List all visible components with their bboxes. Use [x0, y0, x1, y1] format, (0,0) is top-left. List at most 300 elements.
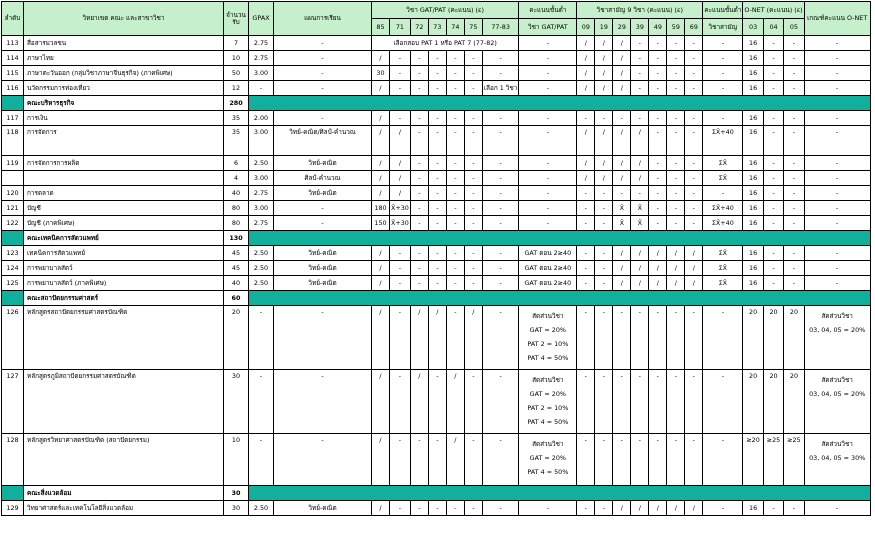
onet-col-04: 04	[763, 19, 783, 36]
onet-04-value: -	[763, 36, 783, 51]
onet-05-value: -	[784, 36, 804, 51]
common-39-value: /	[631, 261, 649, 276]
program-name: หลักสูตรสถาปัตยกรรมศาสตรบัณฑิต	[24, 306, 224, 370]
gat-74-value: -	[446, 216, 464, 231]
common-59-value: -	[667, 216, 685, 231]
table-row	[2, 36, 871, 51]
header-gpax: GPAX	[249, 2, 274, 36]
table-row	[2, 370, 871, 434]
common-59-value: /	[667, 246, 685, 261]
gpax: 3.00	[249, 126, 274, 156]
common-min-score: -	[703, 501, 743, 516]
gat-71-value: X̄+30	[390, 201, 411, 216]
common-49-value: /	[649, 246, 667, 261]
common-49-value: -	[649, 216, 667, 231]
row-no: 128	[2, 434, 24, 486]
gat-85-value: /	[372, 156, 390, 171]
section-fill	[249, 291, 871, 306]
seats: 50	[224, 66, 249, 81]
onet-04-value: -	[763, 81, 783, 96]
gat-75-value: -	[464, 246, 482, 261]
onet-03-value: 16	[743, 156, 763, 171]
common-19-value: /	[595, 81, 613, 96]
gat-85-value: /	[372, 246, 390, 261]
common-49-value: -	[649, 171, 667, 186]
gat-71-value: -	[390, 81, 411, 96]
common-19-value: /	[595, 51, 613, 66]
onet-03-value: 16	[743, 81, 763, 96]
study-plan: วิทย์-คณิต	[274, 156, 372, 171]
onet-04-value: 20	[763, 370, 783, 434]
common-19-value: /	[595, 156, 613, 171]
admission-criteria-table	[1, 1, 871, 516]
gat-74-value: /	[446, 434, 464, 486]
common-09-value: -	[577, 186, 595, 201]
onet-04-value: -	[763, 111, 783, 126]
common-29-value: /	[613, 171, 631, 186]
seats: 20	[224, 306, 249, 370]
gat-75-value: -	[464, 171, 482, 186]
onet-criteria: -	[804, 51, 870, 66]
common-19-value: -	[595, 216, 613, 231]
section-row	[2, 96, 871, 111]
onet-03-value: 20	[743, 306, 763, 370]
seats: 35	[224, 126, 249, 156]
common-19-value: -	[595, 111, 613, 126]
onet-04-value: -	[763, 276, 783, 291]
gat-col-71: 71	[390, 19, 411, 36]
gat-71-value: /	[390, 156, 411, 171]
common-39-value: /	[631, 171, 649, 186]
gatpat-min-score: GAT ตอน 2≥40	[519, 276, 577, 291]
onet-criteria: สัดส่วนวิชา 03, 04, 05 = 20%	[804, 306, 870, 370]
onet-criteria: -	[804, 246, 870, 261]
study-plan: วิทย์-คณิต	[274, 276, 372, 291]
gat-77-83-value: -	[482, 216, 518, 231]
onet-03-value: 16	[743, 126, 763, 156]
common-49-value: -	[649, 201, 667, 216]
seats: 30	[224, 370, 249, 434]
gat-74-value: -	[446, 156, 464, 171]
common-min-score: -	[703, 111, 743, 126]
common-69-value: -	[685, 201, 703, 216]
gat-85-value: 30	[372, 66, 390, 81]
onet-04-value: -	[763, 216, 783, 231]
gat-71-value: /	[390, 171, 411, 186]
gat-74-value: -	[446, 306, 464, 370]
gat-85-value: /	[372, 81, 390, 96]
common-69-value: -	[685, 81, 703, 96]
common-29-value: -	[613, 370, 631, 434]
header-onet: O-NET (คะแนน) (ε)	[743, 2, 804, 19]
common-09-value: -	[577, 370, 595, 434]
common-39-value: /	[631, 246, 649, 261]
common-69-value: /	[685, 261, 703, 276]
study-plan: -	[274, 370, 372, 434]
onet-03-value: 16	[743, 171, 763, 186]
onet-col-03: 03	[743, 19, 763, 36]
gat-75-value: -	[464, 434, 482, 486]
gat-73-value: -	[428, 216, 446, 231]
common-19-value: -	[595, 434, 613, 486]
program-name: ภาษาตะวันออก (กลุ่มวิชาภาษาจีนธุรกิจ) (ภาคพิเศษ)	[24, 66, 224, 81]
onet-05-value: -	[784, 51, 804, 66]
gat-75-value: /	[464, 306, 482, 370]
gatpat-min-score: -	[519, 201, 577, 216]
common-59-value: -	[667, 156, 685, 171]
gat-71-value: /	[390, 126, 411, 156]
row-no: 119	[2, 156, 24, 171]
common-min-score: ΣX̄	[703, 156, 743, 171]
row-no: 115	[2, 66, 24, 81]
gat-75-value: -	[464, 370, 482, 434]
table-row	[2, 216, 871, 231]
common-min-score: ΣX̄+40	[703, 201, 743, 216]
gat-77-83-value: -	[482, 111, 518, 126]
table-row	[2, 501, 871, 516]
gatpat-min-score: -	[519, 156, 577, 171]
common-49-value: -	[649, 66, 667, 81]
common-69-value: -	[685, 126, 703, 156]
program-name: หลักสูตรภูมิสถาปัตยกรรมศาสตรบัณฑิต	[24, 370, 224, 434]
gat-74-value: -	[446, 111, 464, 126]
row-no: 125	[2, 276, 24, 291]
study-plan: -	[274, 306, 372, 370]
gatpat-min-score: -	[519, 81, 577, 96]
gat-col-77-83: 77-83	[482, 19, 518, 36]
common-39-value: X̄	[631, 201, 649, 216]
onet-criteria: -	[804, 126, 870, 156]
section-seats: 30	[224, 486, 249, 501]
onet-05-value: -	[784, 171, 804, 186]
onet-criteria: -	[804, 81, 870, 96]
gatpat-min-score: -	[519, 126, 577, 156]
study-plan: วิทย์-คณิต	[274, 261, 372, 276]
gat-72-value: -	[410, 81, 428, 96]
gat-72-value: -	[410, 171, 428, 186]
gat-73-value: -	[428, 51, 446, 66]
common-09-value: -	[577, 201, 595, 216]
gat-74-value: -	[446, 246, 464, 261]
onet-05-value: -	[784, 156, 804, 171]
program-name	[24, 171, 224, 186]
onet-03-value: ≥20	[743, 434, 763, 486]
common-69-value: /	[685, 501, 703, 516]
common-29-value: /	[613, 501, 631, 516]
gat-85-value: /	[372, 306, 390, 370]
table-row	[2, 171, 871, 186]
gat-77-83-value: -	[482, 201, 518, 216]
common-min-score: ΣX̄	[703, 246, 743, 261]
gat-85-value: /	[372, 186, 390, 201]
table-row	[2, 81, 871, 96]
common-39-value: -	[631, 434, 649, 486]
common-min-score: ΣX̄	[703, 276, 743, 291]
gpax: 2.50	[249, 501, 274, 516]
gpax: 2.50	[249, 276, 274, 291]
onet-05-value: 20	[784, 306, 804, 370]
onet-05-value: -	[784, 186, 804, 201]
gat-col-74: 74	[446, 19, 464, 36]
section-row	[2, 486, 871, 501]
gat-74-value: -	[446, 201, 464, 216]
common-59-value: -	[667, 171, 685, 186]
gat-72-value: -	[410, 51, 428, 66]
onet-04-value: -	[763, 126, 783, 156]
gatpat-min-score: สัดส่วนวิชา GAT = 20% PAT 2 = 10% PAT 4 = 50%	[519, 306, 577, 370]
common-39-value: -	[631, 66, 649, 81]
gat-74-value: -	[446, 501, 464, 516]
onet-04-value: 20	[763, 306, 783, 370]
onet-criteria: -	[804, 276, 870, 291]
gat-74-value: -	[446, 66, 464, 81]
program-name: วิทยาศาสตร์และเทคโนโลยีสิ่งแวดล้อม	[24, 501, 224, 516]
common-29-value: /	[613, 276, 631, 291]
onet-03-value: 16	[743, 201, 763, 216]
common-39-value: -	[631, 111, 649, 126]
common-39-value: /	[631, 501, 649, 516]
common-min-score: -	[703, 81, 743, 96]
onet-03-value: 16	[743, 36, 763, 51]
common-69-value: -	[685, 111, 703, 126]
gat-71-value: X̄+30	[390, 216, 411, 231]
gat-73-value: -	[428, 186, 446, 201]
common-49-value: /	[649, 261, 667, 276]
section-seats: 130	[224, 231, 249, 246]
row-no: 118	[2, 126, 24, 156]
gatpat-min-score: สัดส่วนวิชา GAT = 20% PAT 4 = 50%	[519, 434, 577, 486]
common-09-value: /	[577, 51, 595, 66]
section-no	[2, 96, 24, 111]
gat-74-value: /	[446, 370, 464, 434]
onet-05-value: -	[784, 111, 804, 126]
common-29-value: /	[613, 81, 631, 96]
common-09-value: -	[577, 246, 595, 261]
table-row	[2, 306, 871, 370]
common-col-69: 69	[685, 19, 703, 36]
section-row	[2, 291, 871, 306]
common-49-value: -	[649, 81, 667, 96]
common-59-value: -	[667, 306, 685, 370]
common-59-value: -	[667, 111, 685, 126]
common-59-value: -	[667, 51, 685, 66]
row-no: 117	[2, 111, 24, 126]
common-59-value: -	[667, 36, 685, 51]
gat-74-value: -	[446, 276, 464, 291]
gat-75-value: -	[464, 201, 482, 216]
onet-05-value: ≥25	[784, 434, 804, 486]
onet-04-value: -	[763, 246, 783, 261]
common-19-value: /	[595, 126, 613, 156]
onet-col-05: 05	[784, 19, 804, 36]
common-69-value: -	[685, 306, 703, 370]
study-plan: วิทย์-คณิต	[274, 501, 372, 516]
gatpat-min-score: -	[519, 51, 577, 66]
gat-75-value: -	[464, 186, 482, 201]
row-no	[2, 171, 24, 186]
table-row	[2, 261, 871, 276]
gpax: 2.75	[249, 36, 274, 51]
onet-05-value: 20	[784, 370, 804, 434]
gat-71-value: -	[390, 261, 411, 276]
gat-85-value: 180	[372, 201, 390, 216]
common-39-value: /	[631, 126, 649, 156]
common-49-value: /	[649, 501, 667, 516]
header-plan: แผนการเรียน	[274, 2, 372, 36]
table-row	[2, 201, 871, 216]
gat-77-83-value: -	[482, 501, 518, 516]
row-no: 124	[2, 261, 24, 276]
gat-75-value: -	[464, 66, 482, 81]
gat-71-value: -	[390, 434, 411, 486]
gat-73-value: -	[428, 66, 446, 81]
common-29-value: /	[613, 36, 631, 51]
onet-05-value: -	[784, 246, 804, 261]
common-49-value: -	[649, 111, 667, 126]
common-19-value: -	[595, 246, 613, 261]
seats: 30	[224, 501, 249, 516]
section-no	[2, 291, 24, 306]
common-29-value: /	[613, 246, 631, 261]
gat-75-value: -	[464, 126, 482, 156]
onet-criteria: -	[804, 501, 870, 516]
section-seats: 280	[224, 96, 249, 111]
common-49-value: -	[649, 186, 667, 201]
common-59-value: /	[667, 261, 685, 276]
gat-74-value: -	[446, 186, 464, 201]
common-59-value: -	[667, 81, 685, 96]
gpax: 2.50	[249, 156, 274, 171]
gat-75-value: -	[464, 111, 482, 126]
gat-73-value: -	[428, 370, 446, 434]
gat-77-83-value: -	[482, 171, 518, 186]
common-29-value: /	[613, 66, 631, 81]
seats: 45	[224, 246, 249, 261]
gat-71-value: -	[390, 66, 411, 81]
gat-72-value: -	[410, 186, 428, 201]
seats: 10	[224, 51, 249, 66]
gat-74-value: -	[446, 126, 464, 156]
gat-74-value: -	[446, 81, 464, 96]
common-59-value: -	[667, 434, 685, 486]
common-69-value: /	[685, 246, 703, 261]
common-39-value: /	[631, 276, 649, 291]
onet-03-value: 16	[743, 246, 763, 261]
gpax: 2.75	[249, 216, 274, 231]
common-19-value: -	[595, 201, 613, 216]
gat-71-value: /	[390, 186, 411, 201]
header-common9: วิชาสามัญ 9 วิชา (คะแนน) (ε)	[577, 2, 703, 19]
study-plan: -	[274, 216, 372, 231]
header-seats: จำนวนรับ	[224, 2, 249, 36]
study-plan: วิทย์-คณิต/ศิลป์-คำนวณ	[274, 126, 372, 156]
onet-04-value: -	[763, 201, 783, 216]
common-69-value: -	[685, 156, 703, 171]
common-39-value: X̄	[631, 216, 649, 231]
gat-73-value: -	[428, 81, 446, 96]
onet-03-value: 16	[743, 501, 763, 516]
section-no	[2, 231, 24, 246]
table-row	[2, 51, 871, 66]
seats: 80	[224, 201, 249, 216]
gat-72-value: -	[410, 111, 428, 126]
onet-05-value: -	[784, 216, 804, 231]
program-name: การพยาบาลสัตว์	[24, 261, 224, 276]
common-09-value: /	[577, 126, 595, 156]
common-49-value: -	[649, 36, 667, 51]
onet-04-value: -	[763, 501, 783, 516]
gatpat-min-score: -	[519, 66, 577, 81]
onet-05-value: -	[784, 81, 804, 96]
header-gatpat-min: คะแนนขั้นต่ำ	[519, 2, 577, 19]
section-name: คณะสิ่งแวดล้อม	[24, 486, 224, 501]
row-no: 120	[2, 186, 24, 201]
gat-72-value: /	[410, 370, 428, 434]
onet-05-value: -	[784, 501, 804, 516]
gat-77-83-value: -	[482, 51, 518, 66]
header-onet-criteria: เกณฑ์คะแนน O-NET	[804, 2, 870, 36]
common-min-score: -	[703, 36, 743, 51]
common-39-value: -	[631, 306, 649, 370]
table-row	[2, 246, 871, 261]
common-09-value: -	[577, 276, 595, 291]
common-69-value: -	[685, 51, 703, 66]
row-no: 113	[2, 36, 24, 51]
seats: 40	[224, 186, 249, 201]
common-39-value: -	[631, 81, 649, 96]
onet-04-value: -	[763, 51, 783, 66]
gat-77-83-value: -	[482, 434, 518, 486]
gatpat-min-score: สัดส่วนวิชา GAT = 20% PAT 2 = 10% PAT 4 = 50%	[519, 370, 577, 434]
common-09-value: /	[577, 171, 595, 186]
common-29-value: /	[613, 261, 631, 276]
gatpat-min-score: GAT ตอน 2≥40	[519, 246, 577, 261]
gat-75-value: -	[464, 216, 482, 231]
program-name: สื่อสารมวลชน	[24, 36, 224, 51]
section-no	[2, 486, 24, 501]
gat-72-value: -	[410, 156, 428, 171]
gpax: 3.00	[249, 171, 274, 186]
seats: 35	[224, 111, 249, 126]
onet-criteria: -	[804, 261, 870, 276]
common-19-value: -	[595, 261, 613, 276]
onet-03-value: 16	[743, 276, 763, 291]
common-09-value: /	[577, 36, 595, 51]
gat-73-value: -	[428, 201, 446, 216]
table-row	[2, 66, 871, 81]
onet-criteria: -	[804, 36, 870, 51]
gat-71-value: -	[390, 370, 411, 434]
section-name: คณะสถาปัตยกรรมศาสตร์	[24, 291, 224, 306]
gat-73-value: /	[428, 306, 446, 370]
study-plan: ศิลป์-คำนวณ	[274, 171, 372, 186]
section-row	[2, 231, 871, 246]
gat-77-83-value: -	[482, 246, 518, 261]
study-plan: -	[274, 111, 372, 126]
onet-criteria: -	[804, 201, 870, 216]
gat-85-value: /	[372, 261, 390, 276]
gat-71-value: -	[390, 246, 411, 261]
row-no: 123	[2, 246, 24, 261]
gpax: -	[249, 434, 274, 486]
common-59-value: -	[667, 126, 685, 156]
table-row	[2, 111, 871, 126]
seats: 7	[224, 36, 249, 51]
gatpat-min-score: -	[519, 186, 577, 201]
common-09-value: /	[577, 81, 595, 96]
study-plan: -	[274, 81, 372, 96]
common-29-value: -	[613, 306, 631, 370]
